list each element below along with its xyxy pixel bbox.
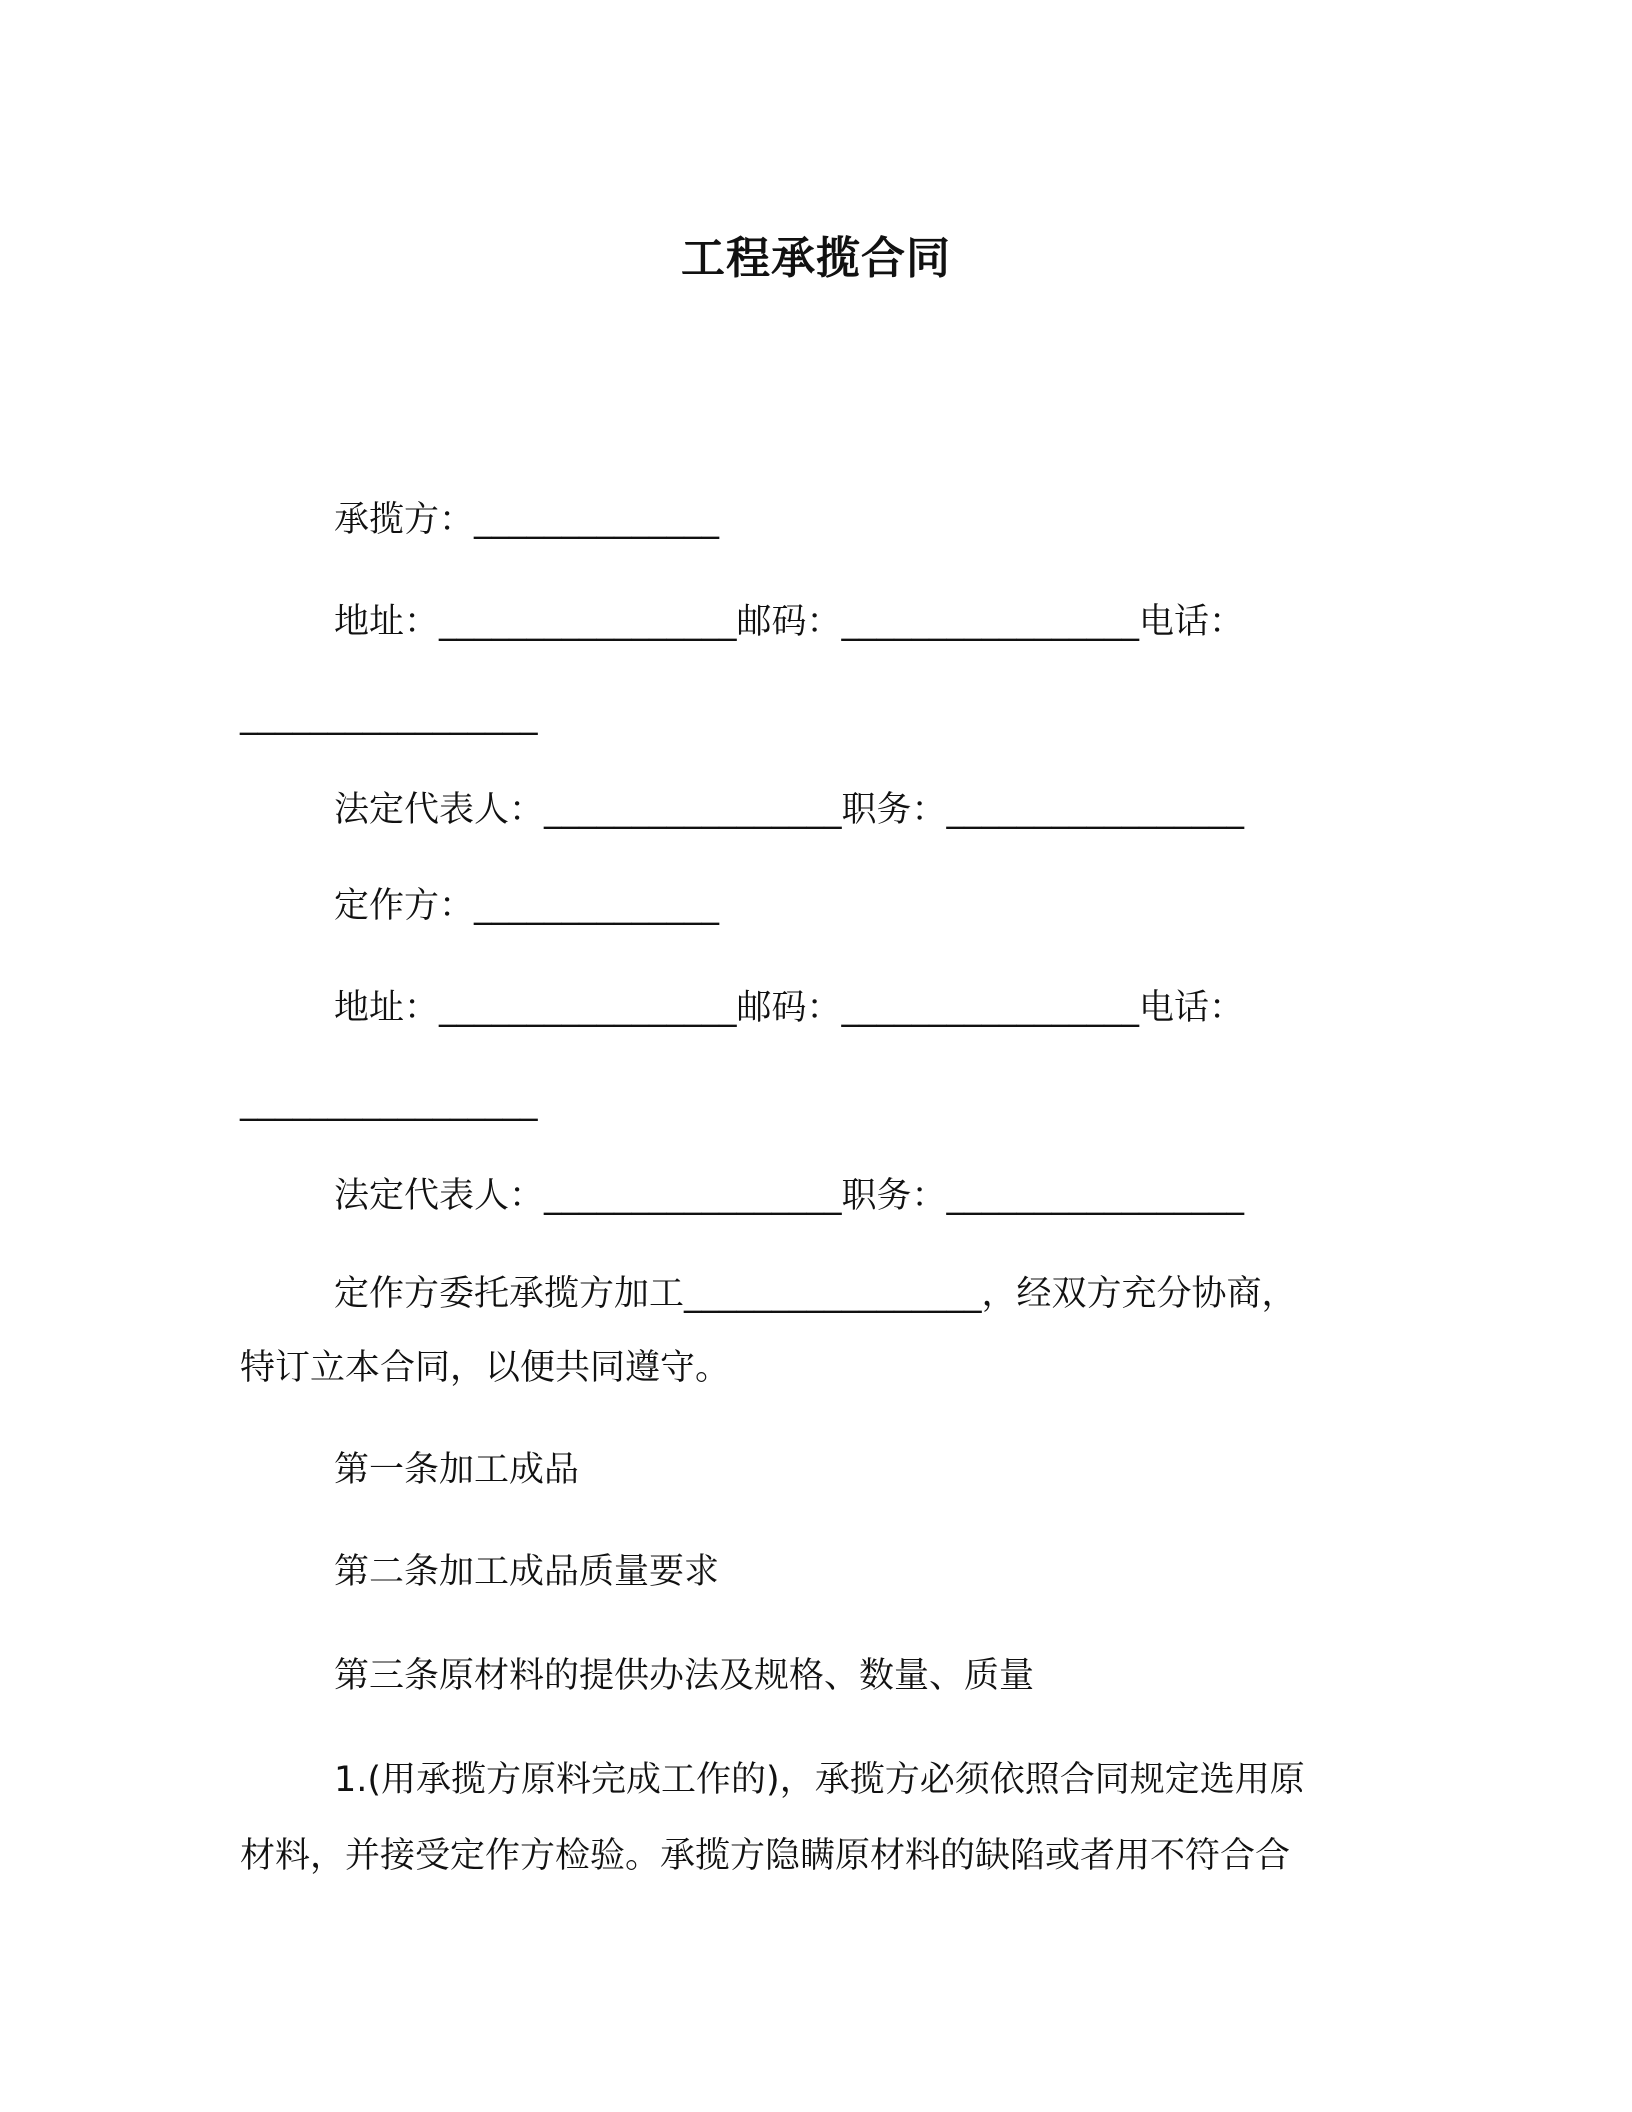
contractor-address-line: 地址：_________________邮码：_________________电话：: [334, 602, 1245, 642]
client-phone-blank-line: _________________: [240, 1082, 538, 1122]
document-title: 工程承揽合同: [681, 233, 951, 284]
article-2-heading: 第二条加工成品质量要求: [334, 1552, 720, 1592]
client-representative-line: 法定代表人：_________________职务：_________________: [334, 1176, 1245, 1216]
article-3-clause-1-line-2: 材料，并接受定作方检验。承揽方隐瞒原材料的缺陷或者用不符合合: [240, 1836, 1291, 1876]
preamble-line-2: 特订立本合同，以便共同遵守。: [240, 1348, 731, 1388]
client-address-line: 地址：_________________邮码：_________________电话：: [334, 988, 1245, 1028]
article-1-heading: 第一条加工成品: [334, 1450, 580, 1490]
contractor-phone-blank-line: _________________: [240, 696, 538, 736]
contractor-representative-line: 法定代表人：_________________职务：_________________: [334, 790, 1245, 830]
article-3-clause-1-line-1: 1.(用承揽方原料完成工作的)，承揽方必须依照合同规定选用原: [334, 1760, 1305, 1800]
client-name-line: 定作方：______________: [334, 886, 720, 926]
article-3-heading: 第三条原材料的提供办法及规格、数量、质量: [334, 1656, 1035, 1696]
contractor-name-line: 承揽方：______________: [334, 500, 720, 540]
preamble-line-1: 定作方委托承揽方加工_________________，经双方充分协商，: [334, 1274, 1297, 1314]
